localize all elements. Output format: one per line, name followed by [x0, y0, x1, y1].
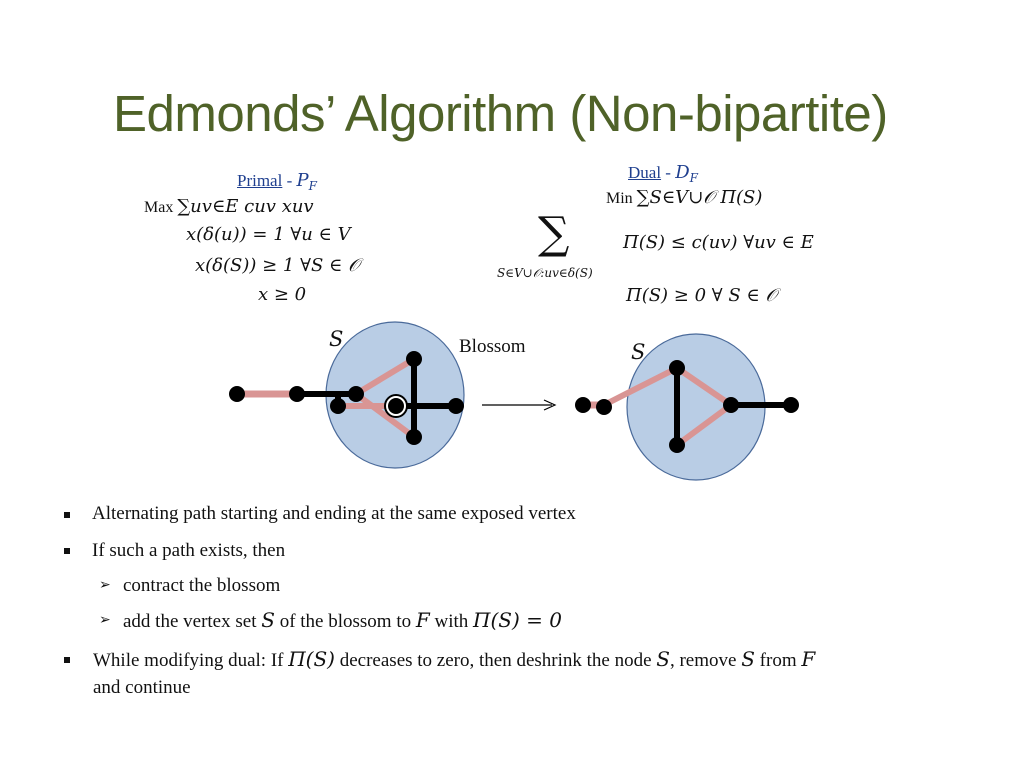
bullet-text: , remove: [669, 650, 742, 671]
dual-sum-symbol: ∑: [538, 208, 570, 259]
dual-constraint-2: Π(S) ≥ 0 ∀ S ∈ 𝒪: [626, 285, 777, 306]
bullet-text: While modifying dual: If: [93, 650, 289, 671]
bullet-text: from: [754, 650, 802, 671]
vertex: [330, 398, 346, 414]
dual-objective-prefix: Min: [606, 190, 637, 207]
vertex: [723, 397, 739, 413]
bullet-symbol: S: [741, 647, 755, 671]
slide-title: Edmonds’ Algorithm (Non-bipartite): [113, 85, 888, 142]
arrow-bullet-icon: ➢: [99, 612, 111, 628]
bullet-text: of the blossom to: [274, 611, 416, 632]
bullet-formula: Π(S) = 0: [473, 608, 562, 632]
bullet-symbol: F: [415, 608, 430, 632]
left-blossom-label: S: [329, 327, 344, 351]
dual-symbol-sub: F: [689, 171, 698, 185]
bullet-marker: [64, 657, 70, 663]
vertex: [783, 397, 799, 413]
bullet-symbol: F: [801, 647, 816, 671]
bullet-text: add the vertex set: [123, 611, 262, 632]
vertex: [289, 386, 305, 402]
bullet-text: decreases to zero, then deshrink the node: [334, 650, 657, 671]
arrow-bullet-icon: ➢: [99, 577, 111, 593]
primal-objective-expr: ∑uv∈E cuv xuv: [177, 196, 314, 217]
exposed-vertex: [388, 398, 404, 414]
vertex: [406, 429, 422, 445]
primal-symbol: P: [296, 170, 309, 191]
bullet-2-1: contract the blossom: [123, 575, 281, 596]
dual-link[interactable]: Dual: [628, 163, 662, 182]
bullet-text: with: [429, 611, 474, 632]
vertex: [596, 399, 612, 415]
dual-symbol: D: [675, 162, 690, 183]
vertex: [669, 360, 685, 376]
primal-constraint-3: x ≥ 0: [258, 284, 307, 305]
vertex: [669, 437, 685, 453]
vertex: [229, 386, 245, 402]
primal-constraint-2: x(δ(S)) ≥ 1 ∀S ∈ 𝒪: [195, 255, 360, 276]
primal-heading-sep: -: [282, 171, 297, 190]
primal-objective-prefix: Max: [144, 199, 178, 216]
blossom-arrow-label: Blossom: [459, 336, 526, 357]
bullet-marker: [64, 548, 70, 554]
bullet-2-2: [123, 608, 562, 633]
right-blossom-label: S: [631, 340, 646, 364]
primal-constraint-1: x(δ(u)) = 1 ∀u ∈ V: [186, 224, 351, 245]
dual-heading-sep: -: [661, 163, 676, 182]
dual-objective-expr: ∑S∈V∪𝒪 Π(S): [636, 187, 763, 208]
primal-link[interactable]: Primal: [237, 171, 283, 190]
dual-constraint-1: Π(S) ≤ c(uv) ∀uv ∈ E: [623, 232, 814, 253]
vertex: [575, 397, 591, 413]
vertex: [348, 386, 364, 402]
bullet-symbol: S: [656, 647, 670, 671]
vertex: [448, 398, 464, 414]
bullet-2: If such a path exists, then: [92, 540, 286, 561]
bullet-1: Alternating path starting and ending at the same exposed vertex: [92, 503, 576, 524]
bullet-3: [93, 647, 815, 672]
bullet-symbol: S: [261, 608, 275, 632]
bullet-formula: Π(S): [288, 647, 335, 671]
primal-symbol-sub: F: [308, 179, 317, 193]
dual-sum-index: S∈V∪𝒪:uv∈δ(S): [497, 266, 593, 280]
bullet-3-continuation: and continue: [93, 677, 191, 698]
bullet-marker: [64, 512, 70, 518]
vertex: [406, 351, 422, 367]
